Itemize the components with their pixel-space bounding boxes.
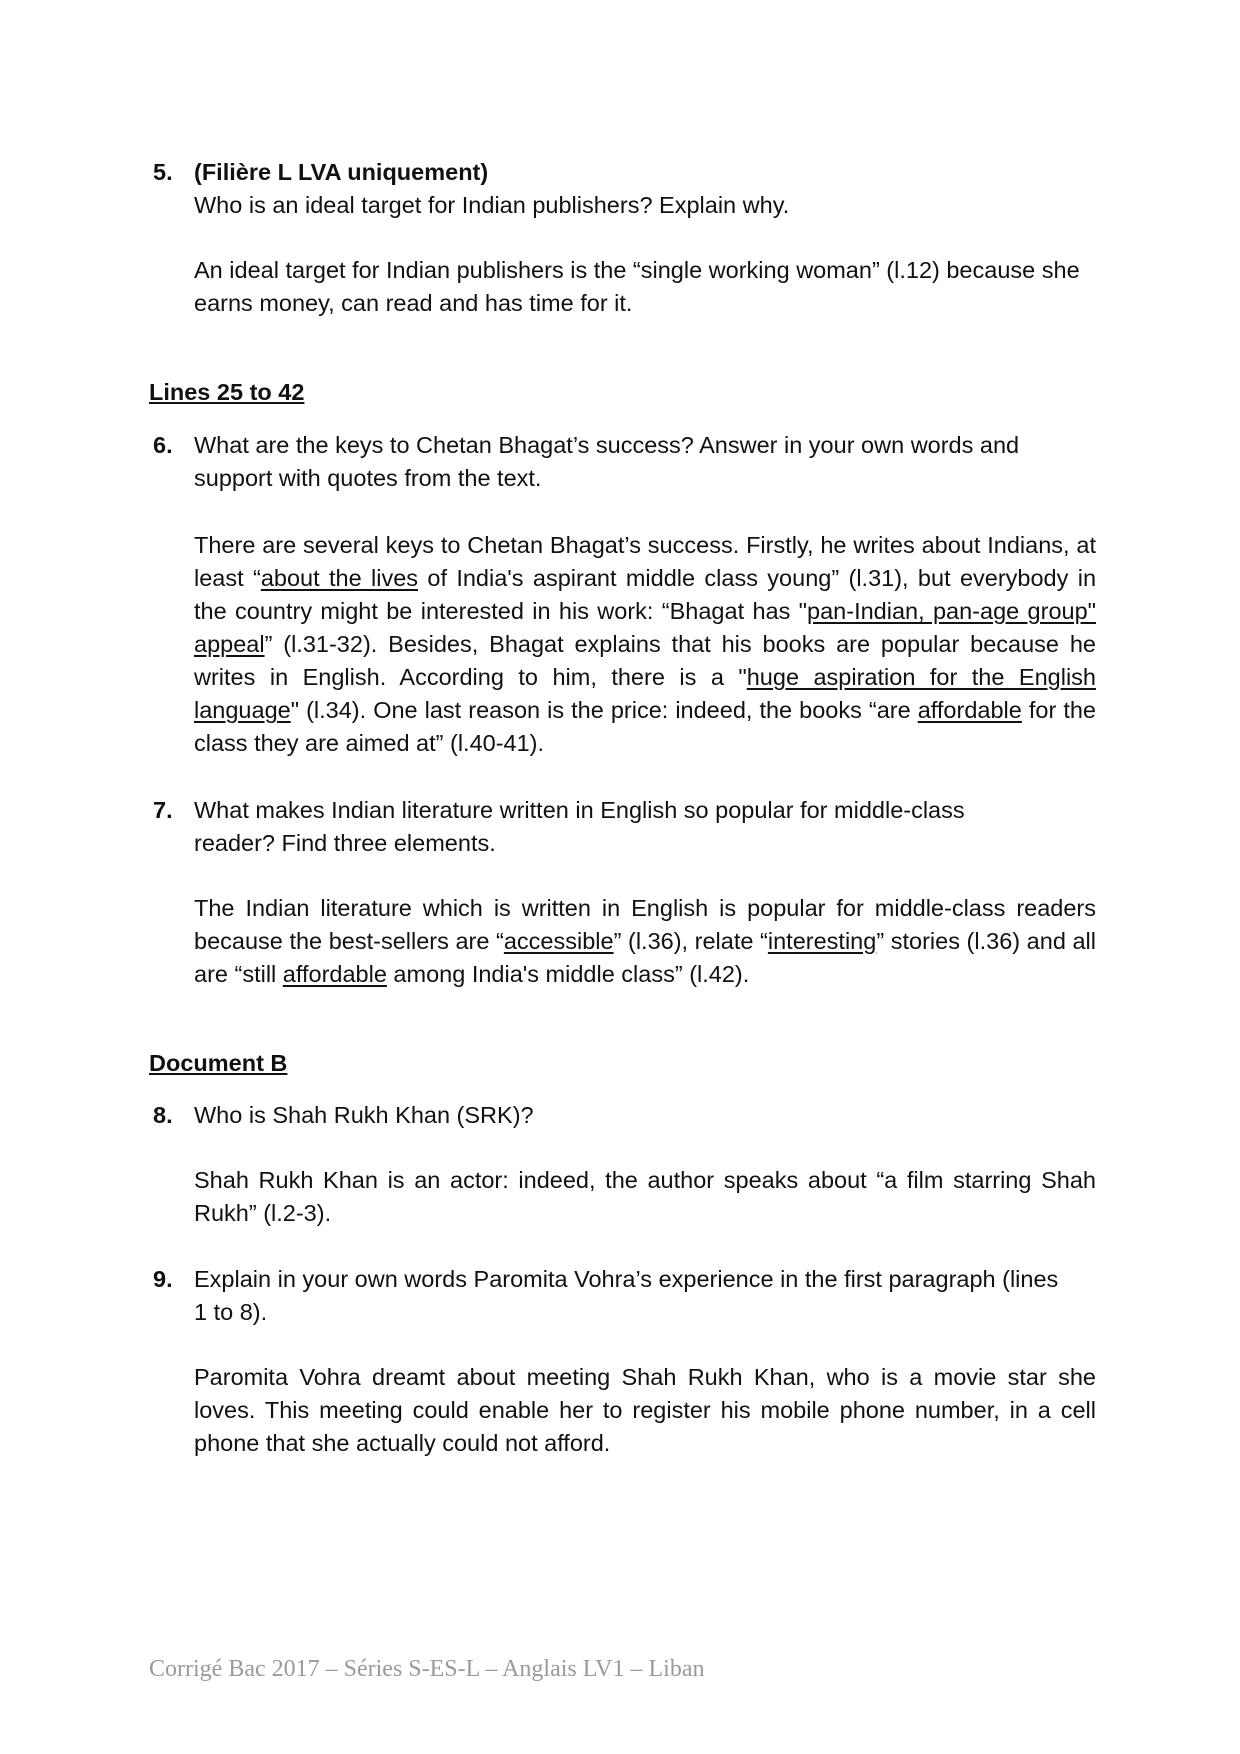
question-6 — [153, 429, 1103, 495]
question-number: 8. — [153, 1102, 173, 1128]
question-prompt: What makes Indian literature written in English so popular for middle-class reader? Find three elements. — [194, 797, 965, 856]
answer-text: of India's aspirant middle class young” (l.31), but everybody in the country might be interested in his work: “Bhagat has " — [194, 565, 1097, 624]
underlined-quote: about the lives — [260, 565, 419, 591]
question-prompt: What are the keys to Chetan Bhagat’s success? Answer in your own words and support with quotes from the text. — [194, 432, 1020, 491]
question-5 — [153, 156, 1103, 222]
underlined-quote: huge aspiration for the English language — [194, 664, 1096, 723]
question-prompt: Who is Shah Rukh Khan (SRK)? — [194, 1102, 534, 1128]
answer-7 — [194, 892, 1096, 991]
answer-text: for the class they are aimed at” (l.40-41). — [194, 697, 1096, 756]
answer-text: There are several keys to Chetan Bhagat’s success. Firstly, he writes about Indians, at least “ — [194, 532, 1096, 591]
question-number: 9. — [153, 1266, 173, 1292]
underlined-quote: pan-Indian, pan-age group" appeal — [194, 598, 1097, 657]
question-8 — [153, 1099, 1103, 1132]
answer-text: ” (l.31-32). Besides, Bhagat explains that his books are popular because he writes in English. According to him, there is a " — [194, 631, 1096, 690]
underlined-quote: affordable — [917, 697, 1022, 723]
answer-8: Shah Rukh Khan is an actor: indeed, the author speaks about “a film starring Shah Rukh” (l.2-3). — [194, 1167, 1096, 1226]
underlined-quote: affordable — [282, 961, 387, 987]
question-heading: (Filière L LVA uniquement) — [194, 159, 489, 185]
answer-6 — [194, 529, 1096, 760]
question-7 — [153, 794, 1103, 860]
underlined-quote: accessible — [503, 928, 614, 954]
answer-text: ” (l.36), relate “ — [613, 928, 768, 954]
section-title: Lines 25 to 42 — [149, 379, 305, 405]
answer-5: An ideal target for Indian publishers is the “single working woman” (l.12) because she earns money, can read and has time for it. — [194, 257, 1080, 316]
question-number: 7. — [153, 797, 173, 823]
answer-text: " (l.34). One last reason is the price: indeed, the books “are — [290, 697, 918, 723]
section-title: Document B — [149, 1050, 288, 1076]
question-9 — [153, 1263, 1103, 1329]
question-text — [194, 156, 1103, 222]
question-prompt: Explain in your own words Paromita Vohra’s experience in the first paragraph (lines 1 to 8). — [194, 1266, 1059, 1325]
page-footer: Corrigé Bac 2017 – Séries S-ES-L – Anglais LV1 – Liban — [149, 1656, 705, 1682]
answer-9: Paromita Vohra dreamt about meeting Shah Rukh Khan, who is a movie star she loves. This meeting could enable her to register his mobile phone number, in a cell phone that she actually could not afford. — [194, 1364, 1096, 1456]
underlined-quote: interesting — [767, 928, 877, 954]
question-number: 6. — [153, 432, 173, 458]
answer-text: ” stories (l.36) and all are “still — [194, 928, 1096, 987]
question-prompt: Who is an ideal target for Indian publishers? Explain why. — [194, 192, 790, 218]
answer-text: The Indian literature which is written in English is popular for middle-class readers because the best-sellers are “ — [194, 895, 1096, 954]
answer-text: among India's middle class” (l.42). — [386, 961, 750, 987]
question-number: 5. — [153, 159, 173, 185]
